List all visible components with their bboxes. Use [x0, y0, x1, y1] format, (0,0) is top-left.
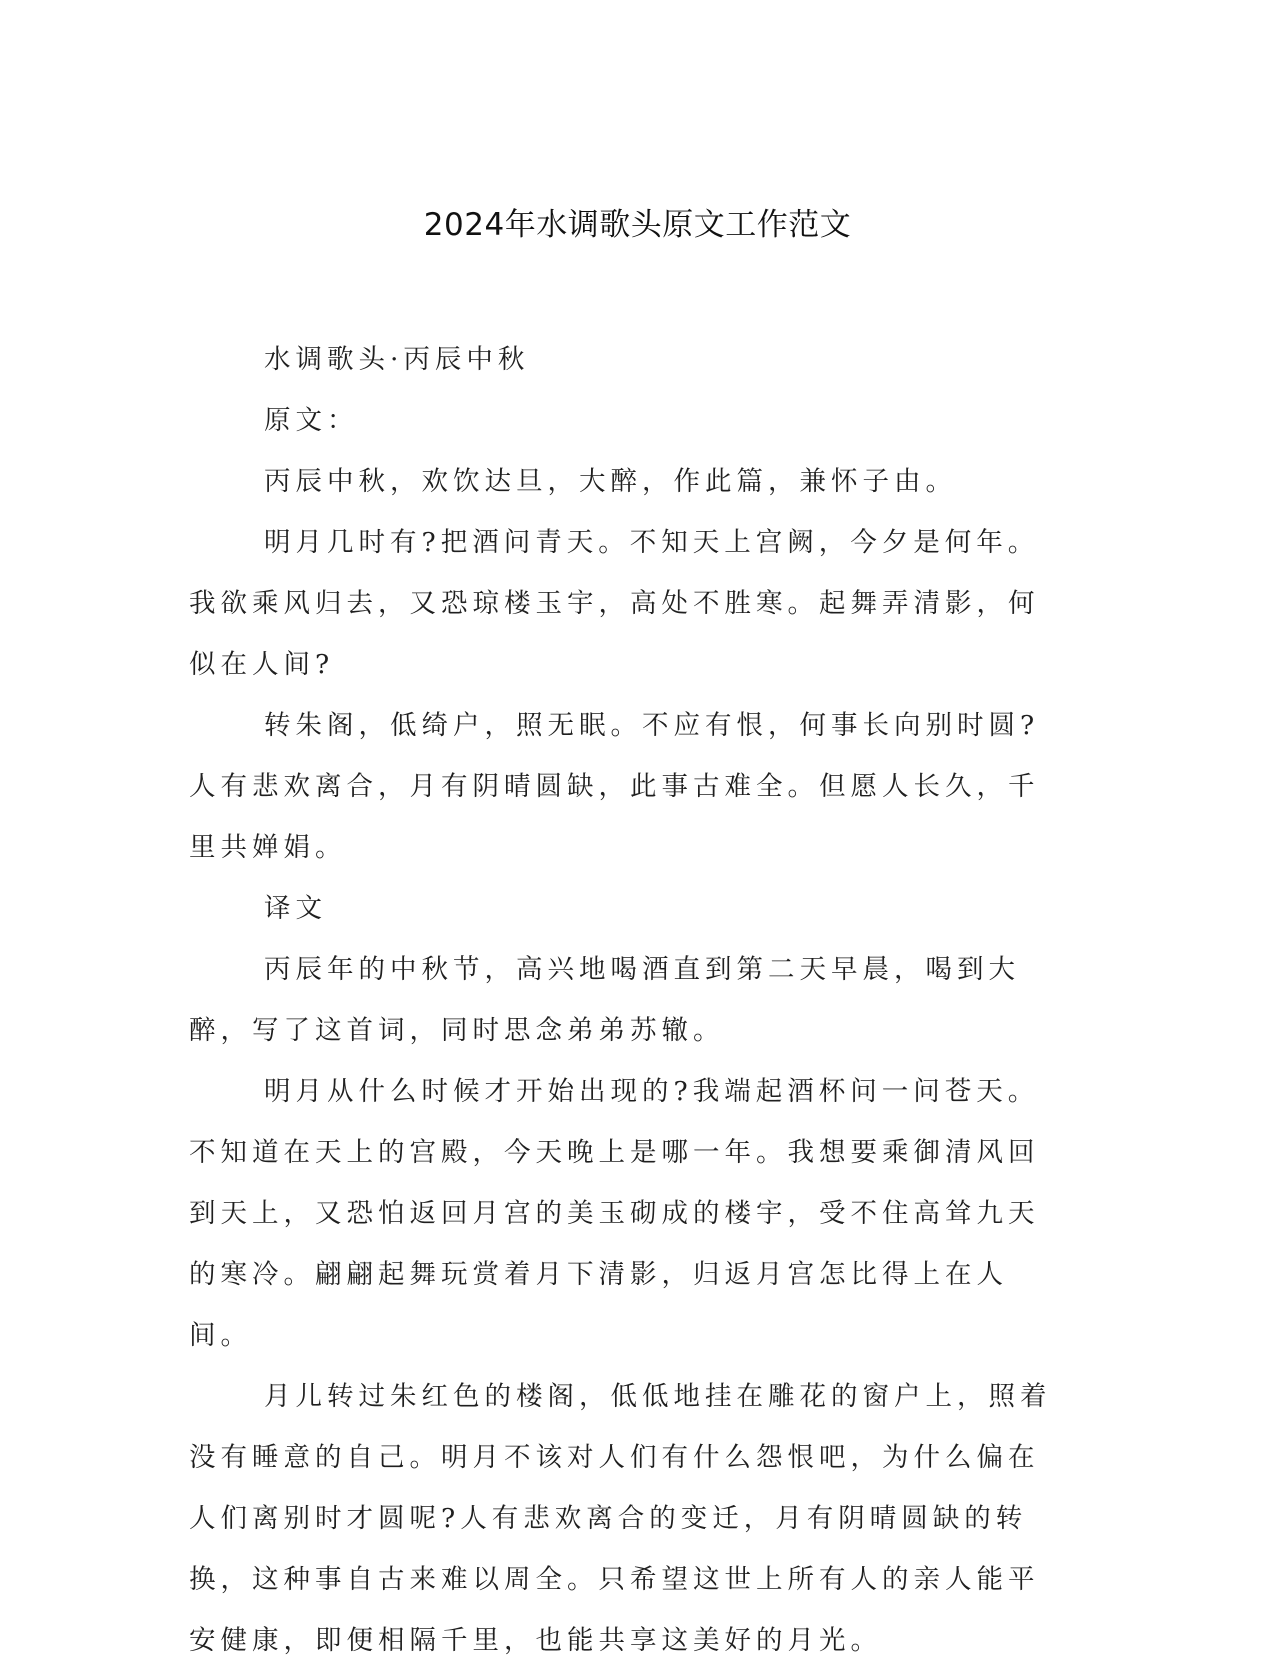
- poem-stanza-2: 转朱阁，低绮户，照无眠。不应有恨，何事长向别时圆?人有悲欢离合，月有阴晴圆缺，此事古难全。但愿人长久，千里共婵娟。: [189, 710, 1040, 863]
- original-text-label: 原文：: [264, 405, 359, 436]
- poem-heading: 水调歌头·丙辰中秋: [264, 344, 530, 375]
- document-title: 2024年水调歌头原文工作范文: [423, 207, 852, 243]
- preface-paragraph: 丙辰中秋，欢饮达旦，大醉，作此篇，兼怀子由。: [264, 466, 957, 497]
- poem-stanza-1: 明月几时有?把酒问青天。不知天上宫阙，今夕是何年。我欲乘风归去，又恐琼楼玉宇，高处不胜寒。起舞弄清影，何似在人间?: [189, 527, 1040, 680]
- translation-stanza-2: 月儿转过朱红色的楼阁，低低地挂在雕花的窗户上，照着没有睡意的自己。明月不该对人们有什么怨恨吧，为什么偏在人们离别时才圆呢?人有悲欢离合的变迁，月有阴晴圆缺的转换，这种事自古来难以周全。只希望这世上所有人的亲人能平安健康，即便相隔千里，也能共享这美好的月光。: [189, 1381, 1052, 1656]
- translation-label: 译文: [264, 893, 327, 924]
- translation-stanza-1: 明月从什么时候才开始出现的?我端起酒杯问一问苍天。不知道在天上的宫殿，今天晚上是哪一年。我想要乘御清风回到天上，又恐怕返回月宫的美玉砌成的楼宇，受不住高耸九天的寒冷。翩翩起舞玩赏着月下清影，归返月宫怎比得上在人间。: [189, 1076, 1040, 1351]
- document-body: [189, 329, 1069, 1671]
- translation-preface: 丙辰年的中秋节，高兴地喝酒直到第二天早晨，喝到大醉，写了这首词，同时思念弟弟苏辙。: [189, 954, 1020, 1046]
